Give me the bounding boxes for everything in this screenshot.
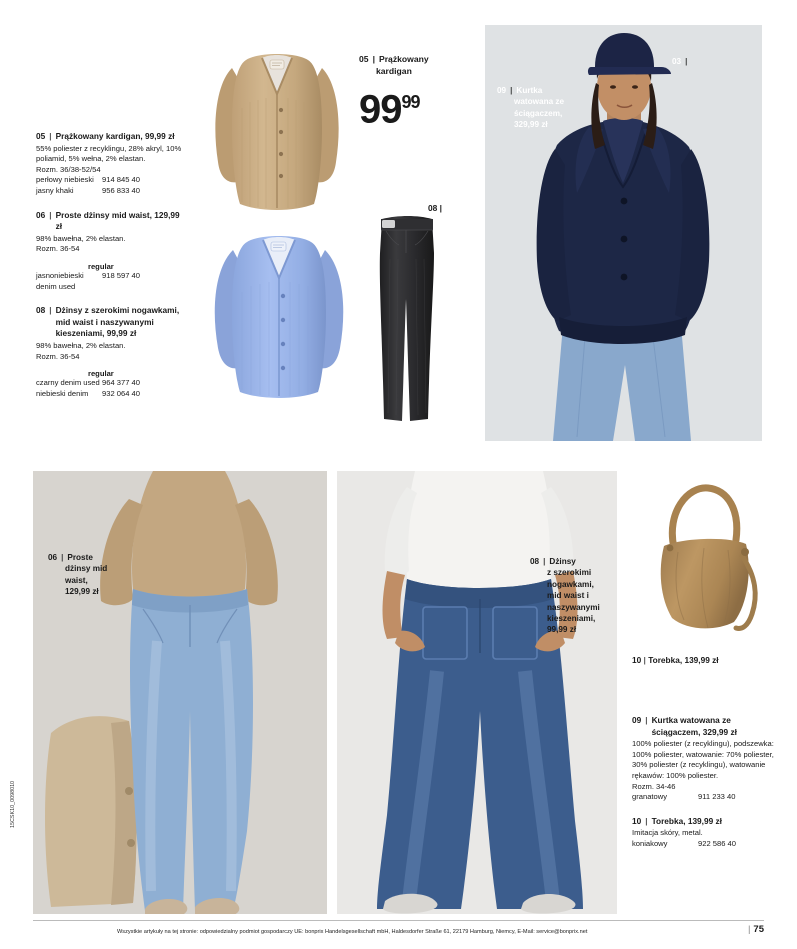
product-tag-08: 08 | <box>428 203 442 213</box>
color-name: czarny denim used <box>36 378 100 388</box>
side-print-code: 15CSK10_0098010 <box>10 780 16 828</box>
callout-08-line7: 99,99 zł <box>547 625 577 635</box>
spec-sizes: Rozm. 36-54 <box>36 351 80 361</box>
spec-description: 100% poliester (z recyklingu), podszewka: 100% poliester, watowanie: 70% poliester, 30% poliester (z recyklingu), watowanie rękawów: 100% poliester. <box>632 739 774 780</box>
spec-description: 98% bawełna, 2% elastan. <box>36 340 126 350</box>
spec-description: 55% poliester z recyklingu, 28% akryl, 10% poliamid, 5% wełna, 2% elastan. <box>36 143 182 164</box>
spec-color-row <box>36 378 186 389</box>
callout-06-line2: dżinsy mid <box>65 564 108 574</box>
spec-number: 06 <box>36 209 46 220</box>
spec-number: 05 <box>36 131 46 141</box>
callout-09-line2: watowana ze <box>514 97 565 107</box>
handbag-caption-text: Torebka, 139,99 zł <box>648 655 719 665</box>
price-integer: 99 <box>359 87 402 132</box>
product-image-cardigan-beige <box>206 32 348 218</box>
price-callout-heading <box>359 54 469 66</box>
spec-color-row <box>36 186 186 197</box>
photo-model-wide-jeans <box>337 471 617 914</box>
spec-name: Dżinsy z szerokimi nogawkami, mid waist i naszywanymi kieszeniami, 99,99 zł <box>55 305 180 339</box>
price-callout-bar: | <box>372 54 375 64</box>
spec-color-row <box>632 792 778 803</box>
callout-08-line5: naszywanymi <box>547 602 600 612</box>
spec-title <box>36 305 186 340</box>
callout-06-number: 06 <box>48 553 58 562</box>
spec-title <box>36 210 186 233</box>
color-name: koniakowy <box>632 838 668 848</box>
price-callout-name-2-wrap <box>359 66 469 78</box>
spec-sizes: Rozm. 34-46 <box>632 781 676 791</box>
right-spec-list <box>632 715 778 863</box>
spec-sizes: Rozm. 36-54 <box>36 244 80 254</box>
price-amount <box>359 81 469 130</box>
color-code: 911 233 40 <box>698 792 736 802</box>
color-code: 922 586 40 <box>698 838 737 848</box>
color-name: niebieski denim <box>36 388 89 398</box>
callout-03 <box>672 56 687 67</box>
callout-08-number: 08 <box>530 557 540 566</box>
handbag-caption-bar: | <box>643 655 646 665</box>
page-number <box>748 924 764 935</box>
spec-block-09 <box>632 715 778 803</box>
product-spec-list <box>36 131 186 412</box>
spec-color-row <box>36 175 186 186</box>
photo-model-light-jeans <box>33 471 327 914</box>
spec-title <box>632 715 778 738</box>
cardigan-beige-illustration <box>206 32 348 218</box>
color-code: 918 597 40 <box>102 270 141 280</box>
callout-06-line1: Proste <box>67 553 93 562</box>
callout-08-line2: z szerokimi <box>547 568 592 578</box>
spec-number: 09 <box>632 715 642 725</box>
spec-description: Imitacja skóry, metal. <box>632 828 703 838</box>
handbag-caption-number: 10 <box>632 655 642 665</box>
color-name: granatowy <box>632 792 668 802</box>
callout-03-bar: | <box>685 57 688 66</box>
handbag-caption <box>632 655 719 665</box>
price-callout-number: 05 <box>359 54 369 64</box>
spec-block-10 <box>632 816 778 850</box>
footer-divider <box>33 920 764 921</box>
callout-09-number: 09 <box>497 86 507 95</box>
spec-name: Prążkowany kardigan, 99,99 zł <box>55 131 175 141</box>
callout-08-line1: Dżinsy <box>549 557 576 566</box>
spec-bar: | <box>645 715 648 725</box>
product-image-jeans-black <box>368 213 446 431</box>
callout-06-line4: 129,99 zł <box>65 587 99 597</box>
callout-09 <box>497 85 564 131</box>
color-name: perłowy niebieski <box>36 175 94 185</box>
spec-block-08 <box>36 305 186 399</box>
spec-number: 10 <box>632 815 642 826</box>
cardigan-blue-illustration <box>205 210 353 406</box>
spec-bar: | <box>49 305 52 316</box>
callout-08 <box>530 556 608 636</box>
color-name: jasny khaki <box>36 185 74 195</box>
callout-03-number: 03 <box>672 57 682 66</box>
spec-number: 08 <box>36 305 46 316</box>
price-callout-name-1: Prążkowany <box>378 54 429 64</box>
page-number-bar: | <box>747 924 751 935</box>
spec-title <box>36 131 186 143</box>
price-callout-name-2: kardigan <box>376 65 412 76</box>
color-code: 956 833 40 <box>102 185 141 195</box>
black-jeans-illustration <box>368 213 446 431</box>
product-image-cardigan-blue <box>205 210 353 406</box>
price-decimal: 99 <box>401 92 420 113</box>
price-callout <box>359 54 469 131</box>
spec-color-row <box>632 839 778 850</box>
spec-name: Proste dżinsy mid waist, 129,99 zł <box>55 209 180 232</box>
callout-08-line3: nogawkami, <box>547 579 594 589</box>
light-jeans-model-illustration <box>33 471 327 914</box>
spec-title <box>632 816 778 828</box>
spec-description: 98% bawełna, 2% elastan. <box>36 233 126 243</box>
callout-09-line3: ściągaczem, <box>514 108 563 118</box>
callout-09-line1: Kurtka <box>516 86 543 95</box>
product-image-handbag <box>630 478 770 646</box>
handbag-illustration <box>630 478 770 646</box>
callout-06-bar: | <box>61 553 64 562</box>
color-name: jasnoniebieski denim used <box>36 270 84 291</box>
spec-name: Kurtka watowana ze ściągaczem, 329,99 zł <box>651 715 737 737</box>
spec-name: Torebka, 139,99 zł <box>651 815 722 826</box>
color-code: 932 064 40 <box>102 388 141 398</box>
color-code: 964 377 40 <box>102 378 141 388</box>
spec-block-06 <box>36 210 186 293</box>
spec-fit-label: regular <box>88 369 114 379</box>
spec-sizes: Rozm. 36/38-52/54 <box>36 164 101 174</box>
color-code: 914 845 40 <box>102 175 141 185</box>
spec-color-row <box>36 271 186 292</box>
spec-fit-label: regular <box>88 261 114 271</box>
callout-08-bar: | <box>543 557 546 566</box>
footer-legal-text: Wszystkie artykuły na tej stronie: odpowiedzialny podmiot gospodarczy UE: bonprix Handelsgesellschaft mbH, Haldesdorfer Straße 61, 22179 Hamburg, Niemcy, E-Mail: service@bonprix.net <box>117 929 588 935</box>
wide-jeans-model-illustration <box>337 471 617 914</box>
spec-bar: | <box>645 815 648 826</box>
callout-06-line3: waist, <box>65 575 88 585</box>
callout-08-line6: kieszeniami, <box>547 614 596 624</box>
spec-bar: | <box>49 131 52 141</box>
callout-08-line4: mid waist i <box>547 591 589 601</box>
callout-09-bar: | <box>510 86 513 95</box>
callout-06 <box>48 552 136 598</box>
spec-bar: | <box>49 209 52 220</box>
spec-color-row <box>36 389 186 400</box>
callout-09-line4: 329,99 zł <box>514 120 548 130</box>
spec-block-05 <box>36 131 186 197</box>
page-number-value: 75 <box>753 924 764 935</box>
